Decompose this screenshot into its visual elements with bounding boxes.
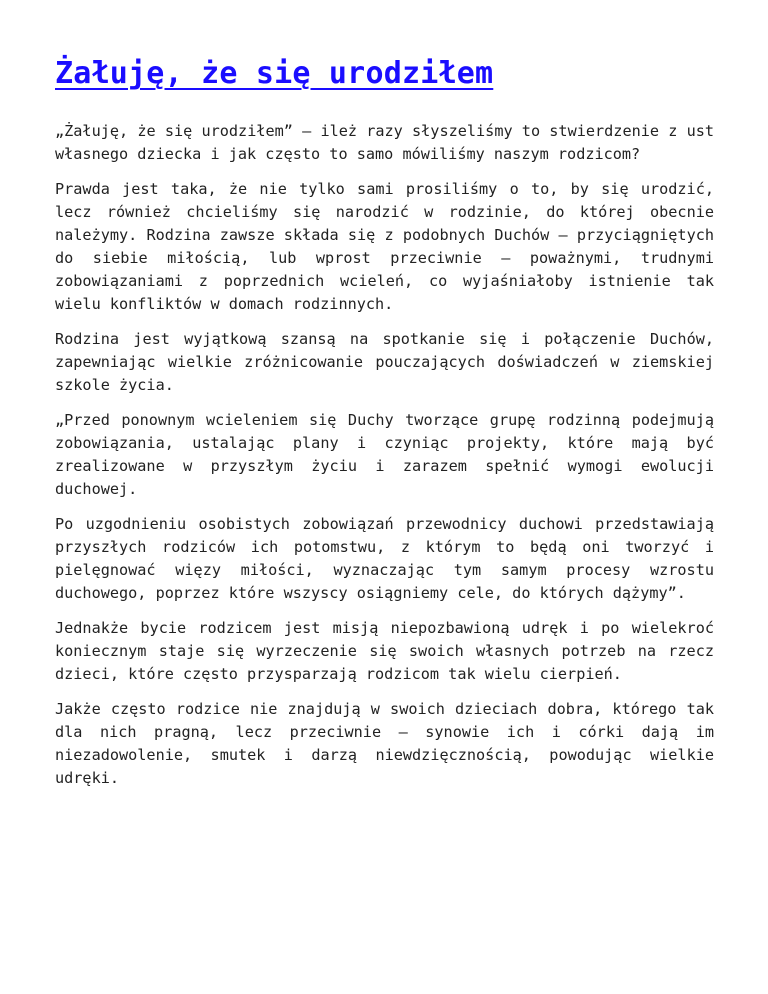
- article-title-link[interactable]: Żałuję, że się urodziłem: [55, 56, 494, 91]
- paragraph-2: Prawda jest taka, że nie tylko sami prosiliśmy o to, by się urodzić, lecz również chcieliśmy się narodzić w rodzinie, do której obecnie należymy. Rodzina zawsze składa się z podobnych Duchów – przyciągniętych do siebie miłością, lub wprost przeciwnie – poważnymi, trudnymi zobowiązaniami z poprzednich wcieleń, co wyjaśniałoby istnienie tak wielu konfliktów w domach rodzinnych.: [55, 180, 714, 313]
- paragraph-6: Jednakże bycie rodzicem jest misją niepozbawioną udręk i po wielekroć koniecznym staje się wyrzeczenie się swoich własnych potrzeb na rzecz dzieci, które często przysparzają rodzicom tak wielu cierpień.: [55, 619, 714, 683]
- paragraph-3: Rodzina jest wyjątkową szansą na spotkanie się i połączenie Duchów, zapewniając wielkie zróżnicowanie pouczających doświadczeń w ziemskiej szkole życia.: [55, 330, 714, 394]
- paragraph-5: Po uzgodnieniu osobistych zobowiązań przewodnicy duchowi przedstawiają przyszłych rodziców ich potomstwu, z którym to będą oni tworzyć i pielęgnować więzy miłości, wyznaczając tym samym procesy wzrostu duchowego, poprzez które wszyscy osiągniemy cele, do których dążymy”.: [55, 515, 714, 602]
- paragraph-1: „Żałuję, że się urodziłem” – ileż razy słyszeliśmy to stwierdzenie z ust własnego dziecka i jak często to samo mówiliśmy naszym rodzicom?: [55, 122, 714, 163]
- article: [55, 52, 714, 802]
- paragraph-4: „Przed ponownym wcieleniem się Duchy tworzące grupę rodzinną podejmują zobowiązania, ustalając plany i czyniąc projekty, które mają być zrealizowane w przyszłym życiu i zarazem spełnić wymogi ewolucji duchowej.: [55, 411, 714, 498]
- paragraph-7: Jakże często rodzice nie znajdują w swoich dzieciach dobra, którego tak dla nich pragną, lecz przeciwnie – synowie ich i córki dają im niezadowolenie, smutek i darzą niewdzięcznością, powodując wielkie udręki.: [55, 700, 714, 787]
